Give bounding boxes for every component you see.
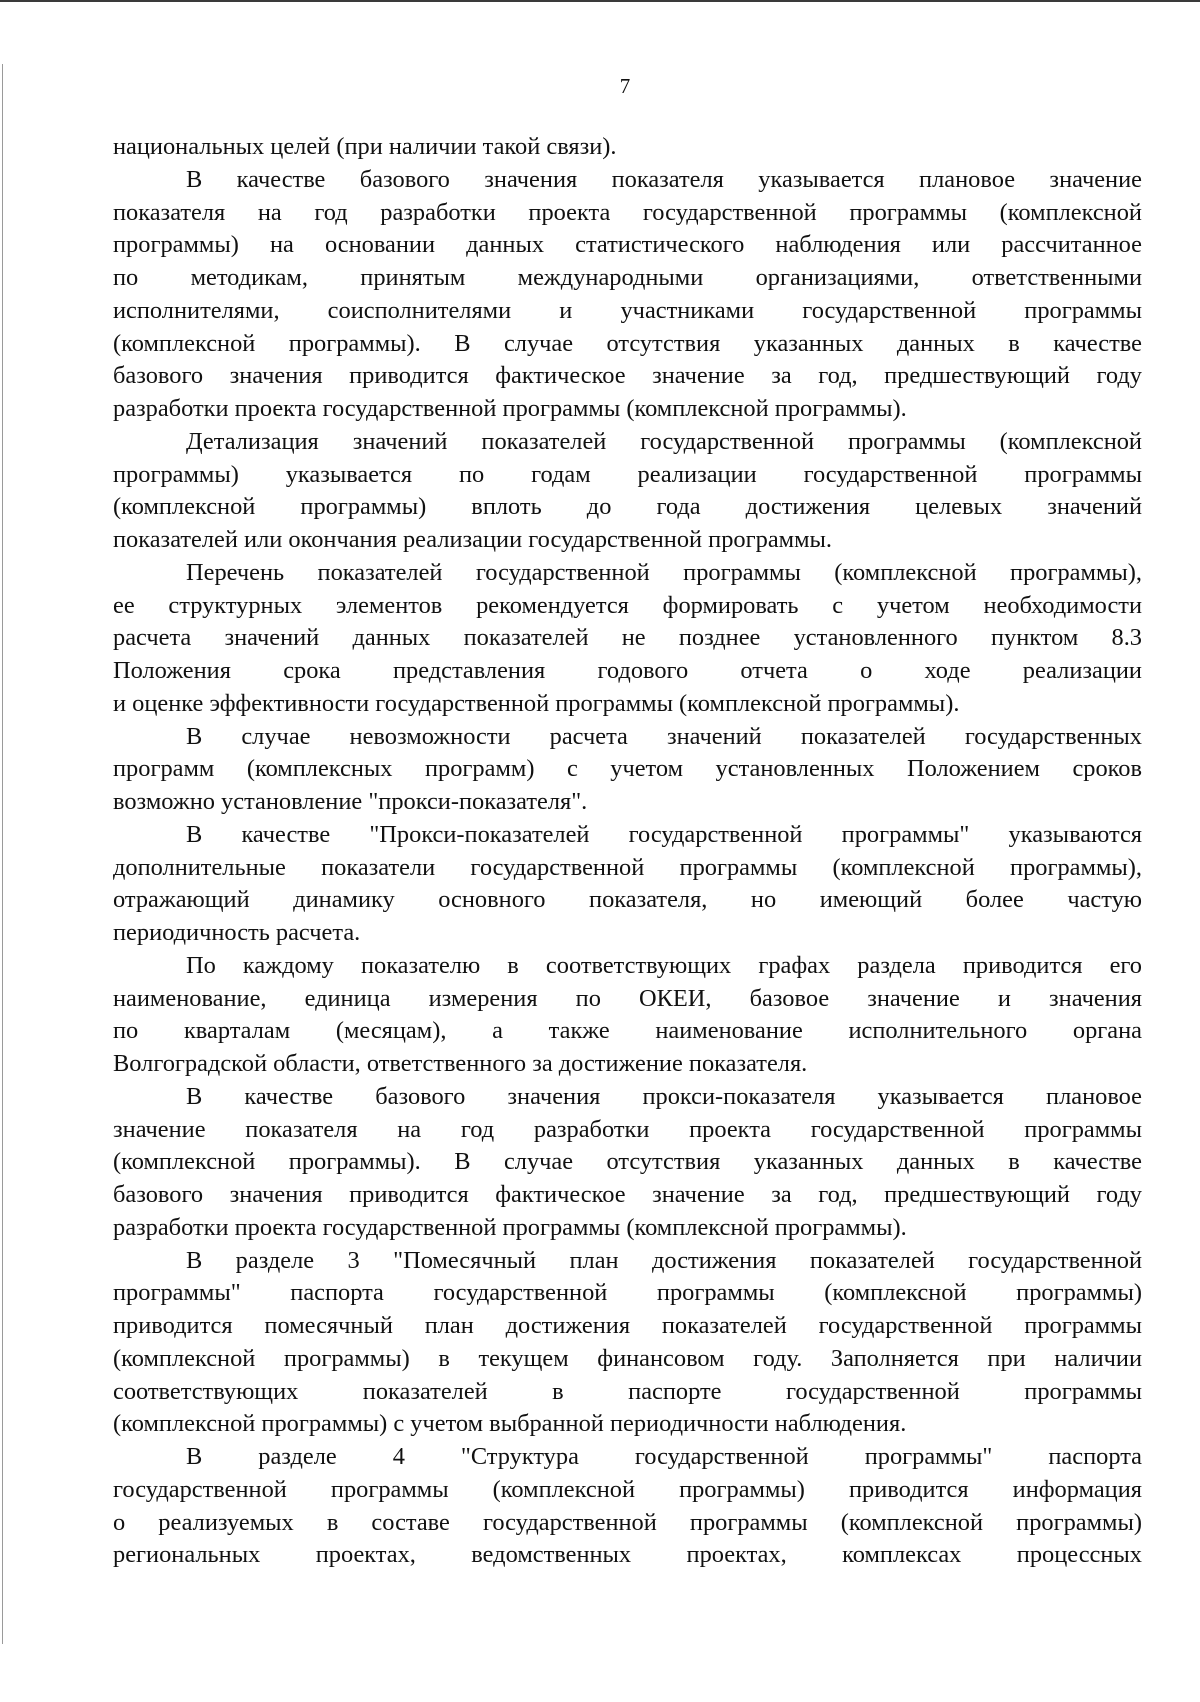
- scan-left-border: [2, 64, 3, 1644]
- text-line: исполнителями, соисполнителями и участниками государственной программы: [113, 296, 1142, 324]
- document-body: [113, 131, 1142, 1572]
- paragraph: [113, 1081, 1142, 1245]
- text-line: программ (комплексных программ) с учетом установленных Положением сроков: [113, 755, 1142, 783]
- text-line: значение показателя на год разработки проекта государственной программы: [113, 1115, 1142, 1143]
- paragraph: [113, 426, 1142, 557]
- scan-top-border: [0, 0, 1200, 2]
- text-line: периодичность расчета.: [113, 919, 361, 946]
- text-line: региональных проектах, ведомственных проектах, комплексах процессных: [113, 1541, 1142, 1569]
- text-line: В разделе 4 "Структура государственной программы" паспорта: [186, 1443, 1142, 1470]
- text-line: Перечень показателей государственной программы (комплексной программы),: [186, 558, 1142, 586]
- text-line: наименование, единица измерения по ОКЕИ, базовое значение и значения: [113, 984, 1142, 1012]
- text-line: В разделе 3 "Помесячный план достижения показателей государственной: [186, 1246, 1142, 1274]
- text-line: (комплексной программы). В случае отсутствия указанных данных в качестве: [113, 1148, 1142, 1176]
- text-line: В качестве "Прокси-показателей государственной программы" указываются: [186, 820, 1142, 848]
- text-line: По каждому показателю в соответствующих графах раздела приводится его: [186, 951, 1142, 979]
- text-line: (комплексной программы) с учетом выбранной периодичности наблюдения.: [113, 1410, 907, 1438]
- text-line: В качестве базового значения показателя указывается плановое значение: [186, 165, 1142, 193]
- text-line: разработки проекта государственной программы (комплексной программы).: [113, 395, 907, 422]
- text-line: национальных целей (при наличии такой связи).: [113, 133, 617, 160]
- text-line: дополнительные показатели государственной программы (комплексной программы),: [113, 853, 1142, 881]
- text-line: программы) указывается по годам реализации государственной программы: [113, 460, 1142, 488]
- text-line: базового значения приводится фактическое значение за год, предшествующий году: [113, 1181, 1142, 1208]
- text-line: базового значения приводится фактическое значение за год, предшествующий году: [113, 362, 1142, 390]
- paragraph: [113, 1441, 1142, 1572]
- paragraph: [113, 950, 1142, 1081]
- text-line: программы) на основании данных статистического наблюдения или рассчитанное: [113, 231, 1142, 259]
- text-line: (комплексной программы). В случае отсутствия указанных данных в качестве: [113, 329, 1142, 357]
- paragraph: [113, 1245, 1142, 1442]
- page-number: 7: [619, 74, 631, 98]
- paragraph: [113, 721, 1142, 819]
- text-line: возможно установление "прокси-показателя".: [113, 788, 588, 815]
- text-line: (комплексной программы) вплоть до года достижения целевых значений: [113, 493, 1142, 521]
- text-line: В качестве базового значения прокси-показателя указывается плановое: [186, 1082, 1142, 1110]
- text-line: Детализация значений показателей государственной программы (комплексной: [186, 427, 1142, 455]
- paragraph: [113, 819, 1142, 950]
- text-line: разработки проекта государственной программы (комплексной программы).: [113, 1213, 907, 1241]
- text-line: по кварталам (месяцам), а также наименование исполнительного органа: [113, 1017, 1142, 1045]
- text-line: расчета значений данных показателей не позднее установленного пунктом 8.3: [113, 624, 1142, 652]
- text-line: программы" паспорта государственной программы (комплексной программы): [113, 1279, 1142, 1307]
- text-line: показателей или окончания реализации государственной программы.: [113, 526, 833, 553]
- text-line: В случае невозможности расчета значений показателей государственных: [186, 722, 1142, 750]
- text-line: отражающий динамику основного показателя, но имеющий более частую: [113, 886, 1142, 914]
- text-line: Положения срока представления годового отчета о ходе реализации: [113, 657, 1142, 684]
- text-line: приводится помесячный план достижения показателей государственной программы: [113, 1312, 1142, 1339]
- text-line: показателя на год разработки проекта государственной программы (комплексной: [113, 198, 1142, 226]
- text-line: по методикам, принятым международными организациями, ответственными: [113, 264, 1142, 291]
- paragraph: [113, 131, 1142, 164]
- paragraph: [113, 164, 1142, 426]
- text-line: ее структурных элементов рекомендуется формировать с учетом необходимости: [113, 591, 1142, 619]
- paragraph: [113, 557, 1142, 721]
- text-line: соответствующих показателей в паспорте государственной программы: [113, 1377, 1142, 1405]
- text-line: о реализуемых в составе государственной программы (комплексной программы): [113, 1508, 1142, 1536]
- text-line: и оценке эффективности государственной программы (комплексной программы).: [113, 689, 960, 717]
- text-line: (комплексной программы) в текущем финансовом году. Заполняется при наличии: [113, 1344, 1142, 1372]
- text-line: Волгоградской области, ответственного за достижение показателя.: [113, 1050, 808, 1077]
- text-line: государственной программы (комплексной программы) приводится информация: [113, 1475, 1142, 1503]
